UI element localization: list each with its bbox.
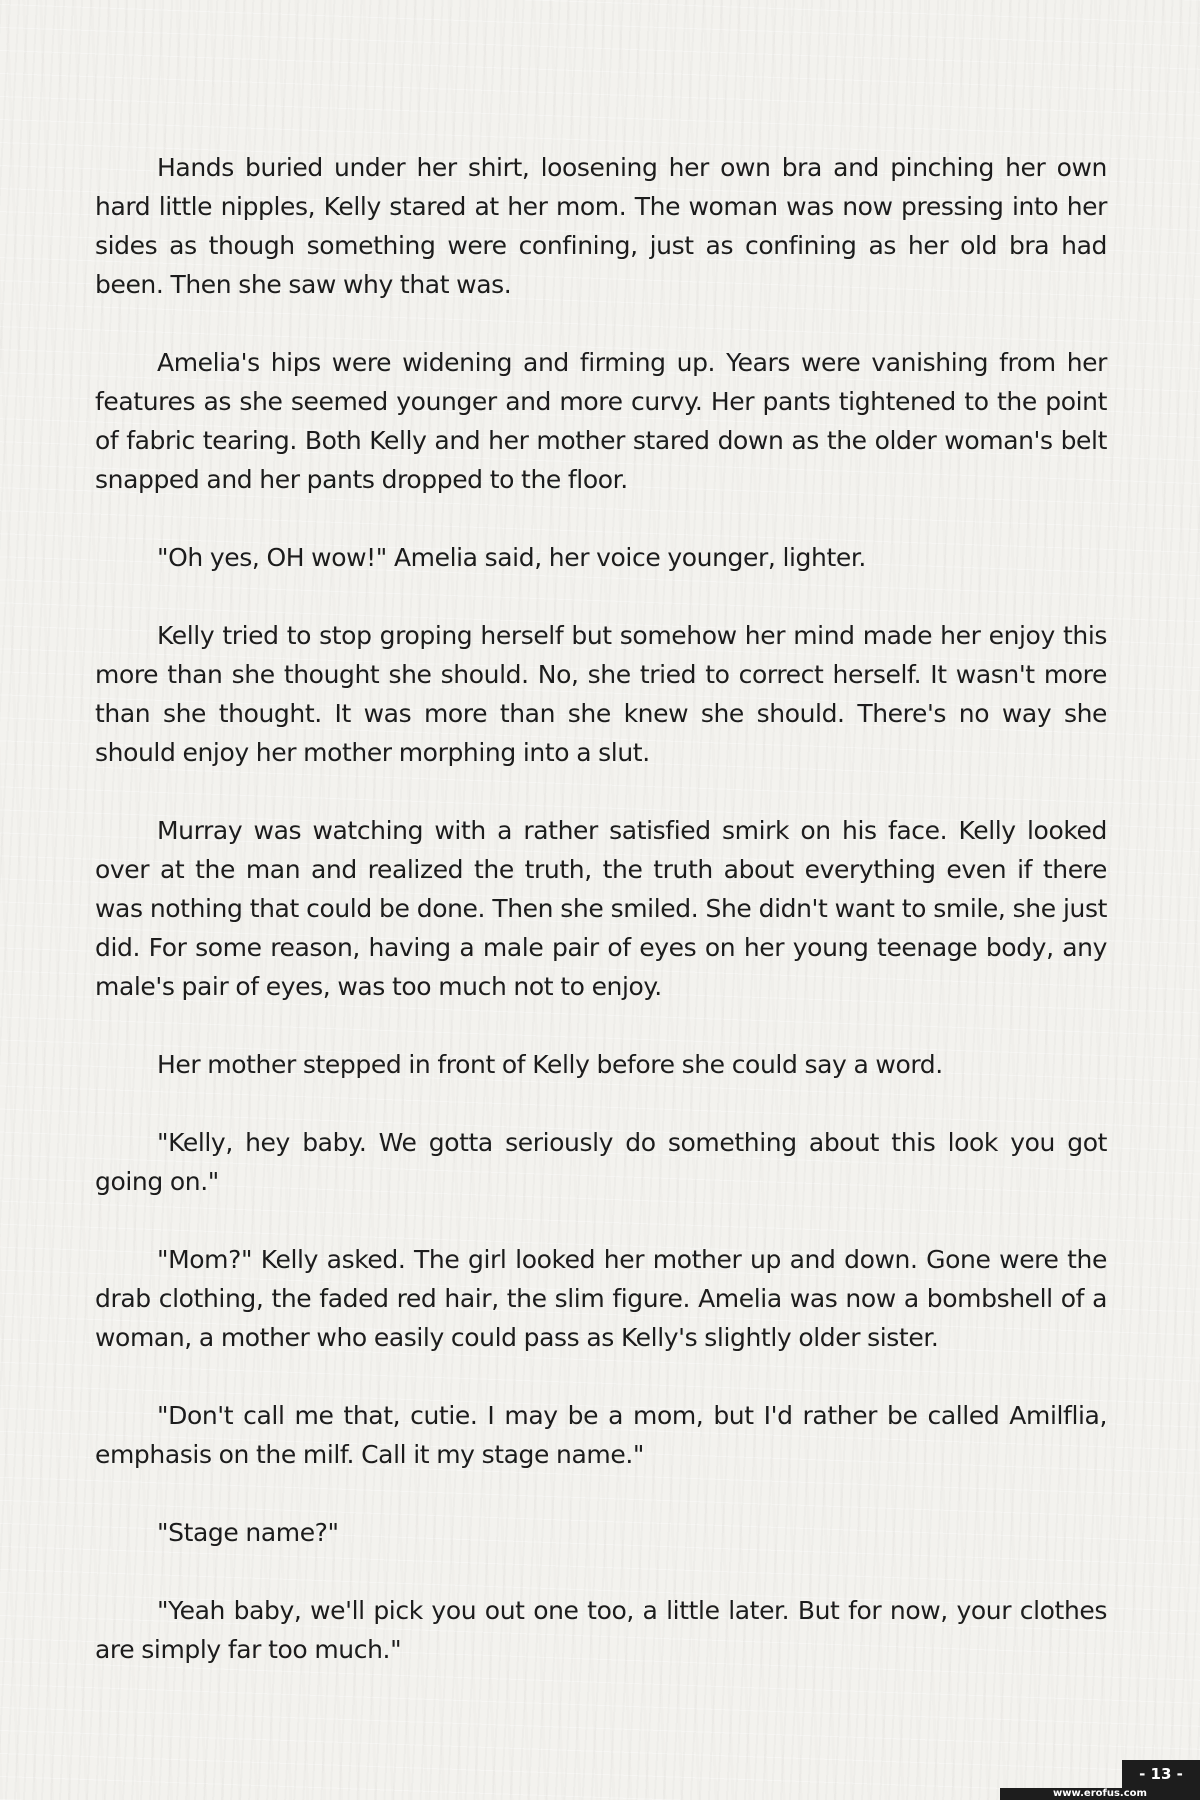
paragraph-11: "Yeah baby, we'll pick you out one too, a little later. But for now, your clothes are simply far too much.": [95, 1596, 1107, 1664]
paragraph-2: Amelia's hips were widening and firming up. Years were vanishing from her features as she seemed younger and more curvy. Her pants tightened to the point of fabric tearing. Both Kelly and her mother stared down as the older woman's belt snapped and her pants dropped to the floor.: [95, 348, 1107, 494]
paragraph-8: "Mom?" Kelly asked. The girl looked her mother up and down. Gone were the drab clothing, the faded red hair, the slim figure. Amelia was now a bombshell of a woman, a mother who easily could pass as Kelly's slightly older sister.: [95, 1245, 1107, 1352]
paragraph-10: "Stage name?": [157, 1518, 339, 1547]
paragraph-4: Kelly tried to stop groping herself but somehow her mind made her enjoy this more than she thought she should. No, she tried to correct herself. It wasn't more than she thought. It was more than she knew she should. There's no way she should enjoy her mother morphing into a slut.: [95, 621, 1107, 767]
watermark: www.erofus.com: [1000, 1788, 1200, 1800]
paragraph-9: "Don't call me that, cutie. I may be a mom, but I'd rather be called Amilflia, emphasis on the milf. Call it my stage name.": [95, 1401, 1107, 1469]
paragraph-6: Her mother stepped in front of Kelly before she could say a word.: [157, 1050, 943, 1079]
story-text: [95, 148, 1107, 1708]
paragraph-3: "Oh yes, OH wow!" Amelia said, her voice younger, lighter.: [157, 543, 866, 572]
page-number: - 13 -: [1122, 1760, 1200, 1788]
paragraph-1: Hands buried under her shirt, loosening her own bra and pinching her own hard little nipples, Kelly stared at her mom. The woman was now pressing into her sides as though something were confining, just as confining as her old bra had been. Then she saw why that was.: [95, 153, 1107, 299]
paragraph-7: "Kelly, hey baby. We gotta seriously do something about this look you got going on.": [95, 1128, 1107, 1196]
paragraph-5: Murray was watching with a rather satisfied smirk on his face. Kelly looked over at the man and realized the truth, the truth about everything even if there was nothing that could be done. Then she smiled. She didn't want to smile, she just did. For some reason, having a male pair of eyes on her young teenage body, any male's pair of eyes, was too much not to enjoy.: [95, 816, 1107, 1001]
